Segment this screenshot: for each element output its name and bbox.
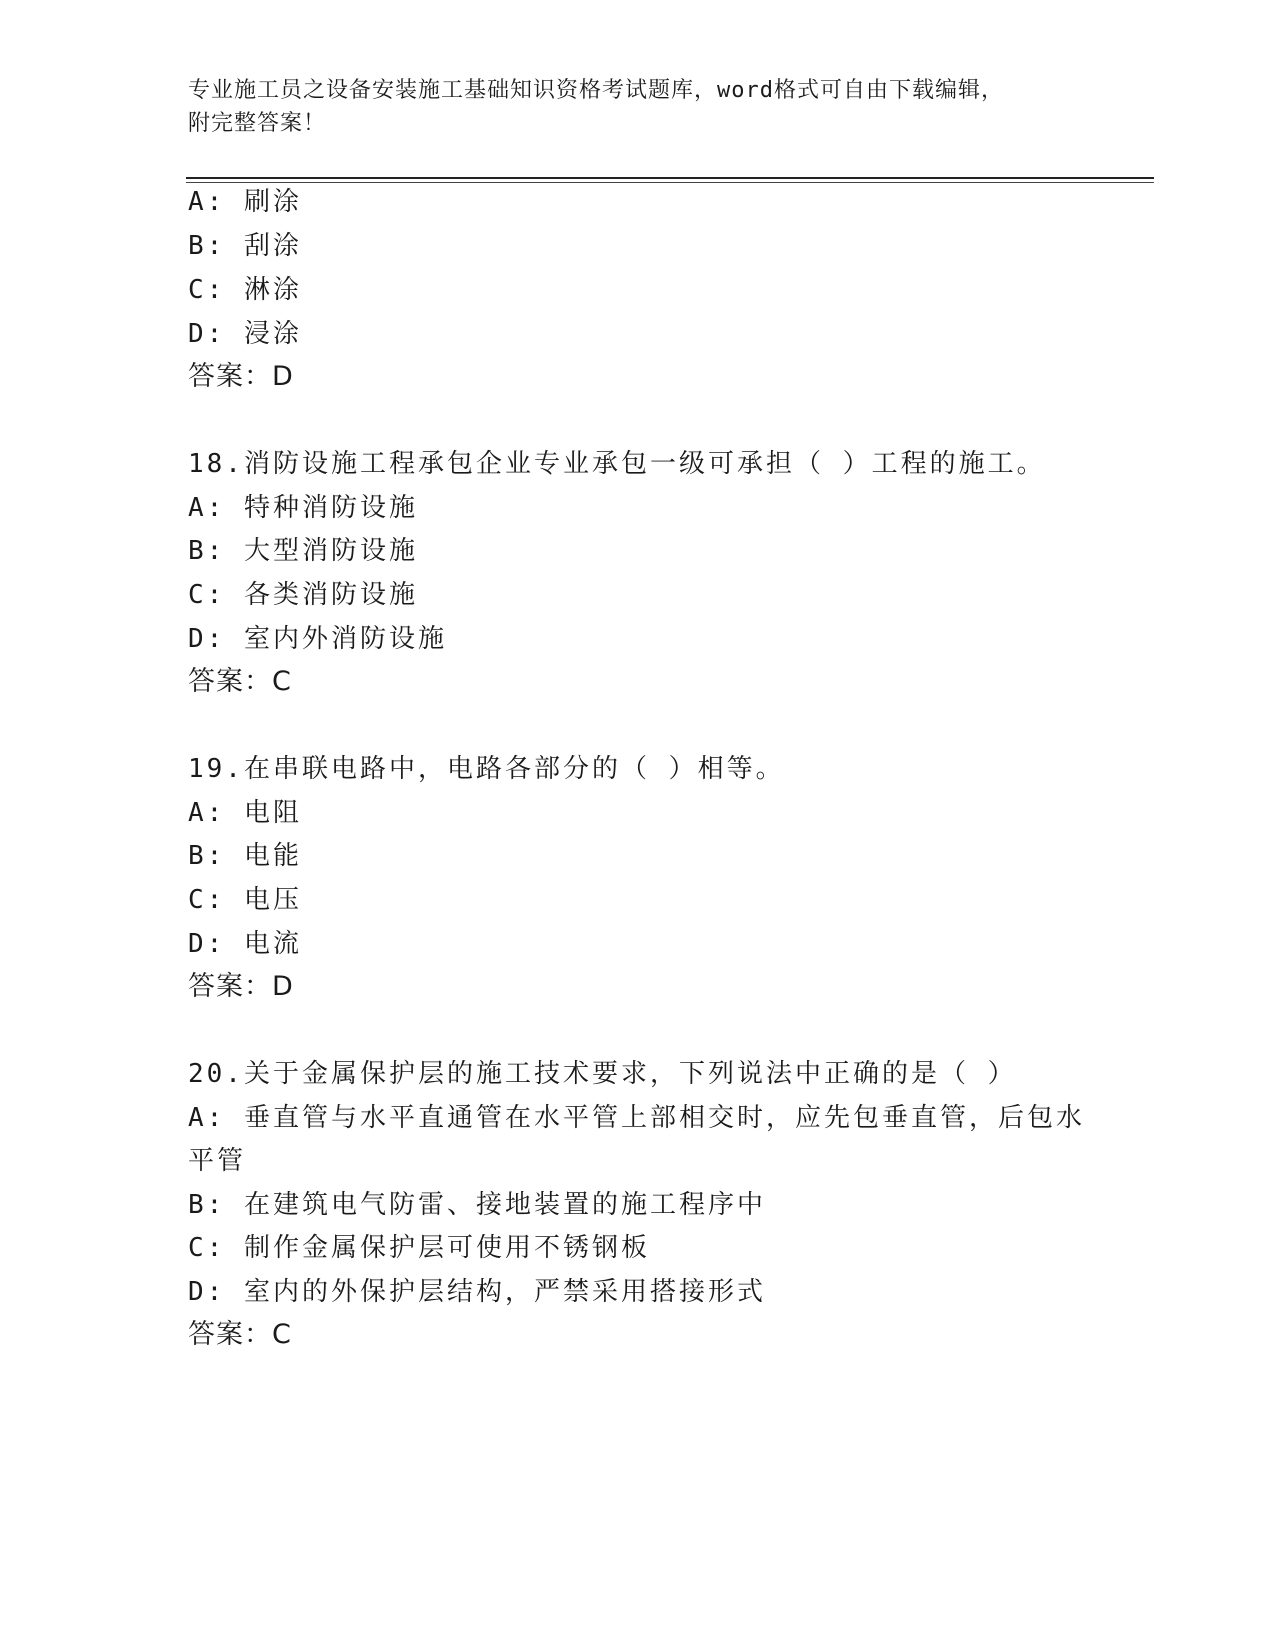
q20-option-c: C: 制作金属保护层可使用不锈钢板 — [188, 1233, 650, 1263]
q19-option-d: D: 电流 — [188, 929, 302, 959]
q20-stem: 20.关于金属保护层的施工技术要求，下列说法中正确的是（ ） — [188, 1059, 1017, 1089]
q18-stem: 18.消防设施工程承包企业专业承包一级可承担（ ）工程的施工。 — [188, 449, 1046, 479]
q18-answer: 答案：C — [188, 666, 292, 697]
q19-option-c: C: 电压 — [188, 885, 302, 915]
q20-option-a-line-2: 平管 — [188, 1146, 247, 1176]
q18-option-a: A: 特种消防设施 — [188, 493, 418, 523]
header-line-2: 附完整答案！ — [188, 111, 327, 136]
q17-option-d: D: 浸涂 — [188, 319, 302, 349]
q17-option-a: A: 刷涂 — [188, 187, 302, 217]
header-line-1: 专业施工员之设备安装施工基础知识资格考试题库，word格式可自由下载编辑， — [188, 78, 1004, 103]
q17-option-b: B: 刮涂 — [188, 231, 302, 261]
q19-option-b: B: 电能 — [188, 841, 302, 871]
header-divider-thick — [186, 177, 1154, 179]
q18-option-d: D: 室内外消防设施 — [188, 624, 447, 654]
q20-answer: 答案：C — [188, 1319, 292, 1350]
q17-answer: 答案：D — [188, 361, 294, 392]
q20-option-d: D: 室内的外保护层结构，严禁采用搭接形式 — [188, 1277, 766, 1307]
q18-option-b: B: 大型消防设施 — [188, 536, 418, 566]
q20-option-b: B: 在建筑电气防雷、接地装置的施工程序中 — [188, 1190, 766, 1220]
q17-option-c: C: 淋涂 — [188, 275, 302, 305]
q18-option-c: C: 各类消防设施 — [188, 580, 418, 610]
q19-option-a: A: 电阻 — [188, 798, 302, 828]
document-header — [188, 74, 1088, 140]
q19-answer: 答案：D — [188, 971, 294, 1002]
header-divider-thin — [186, 182, 1154, 183]
q20-option-a-line-1: A: 垂直管与水平直通管在水平管上部相交时，应先包垂直管，后包水 — [188, 1103, 1085, 1133]
q19-stem: 19.在串联电路中，电路各部分的（ ）相等。 — [188, 754, 785, 784]
